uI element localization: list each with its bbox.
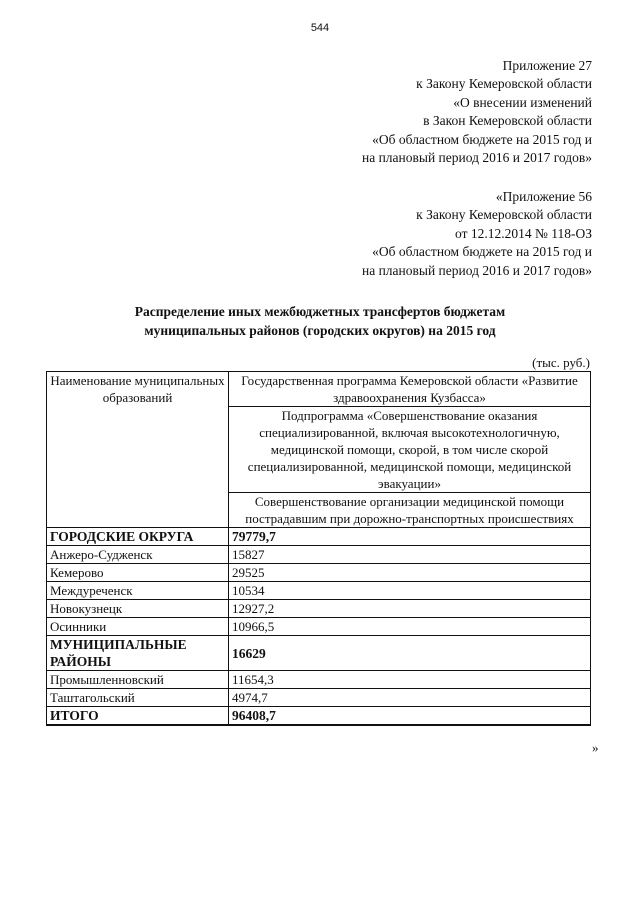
row-value: 16629 [229, 636, 591, 671]
row-value: 10534 [229, 582, 591, 600]
table-row [47, 582, 591, 600]
row-name: ГОРОДСКИЕ ОКРУГА [47, 528, 229, 546]
row-name: Междуреченск [47, 582, 229, 600]
column-header-program: Государственная программа Кемеровской области «Развитие здравоохранения Кузбасса» [229, 372, 591, 407]
row-name: Таштагольский [47, 689, 229, 707]
appendix-27-block [362, 57, 592, 167]
row-name: Промышленновский [47, 671, 229, 689]
title-line-2: муниципальных районов (городских округов) на 2015 год [144, 323, 496, 338]
row-value: 15827 [229, 546, 591, 564]
appendix-line: к Закону Кемеровской области [416, 76, 592, 92]
row-name: Новокузнецк [47, 600, 229, 618]
table-row [47, 618, 591, 636]
column-header-subprogram: Подпрограмма «Совершенствование оказания специализированной, включая высокотехнологичную, медицинской помощи, скорой, в том числе скорой специализированной, медицинской помощи, медицинской эвакуации» [229, 407, 591, 493]
appendix-56-block [362, 188, 592, 280]
row-value: 4974,7 [229, 689, 591, 707]
table-row [47, 600, 591, 618]
table-row-grand-total [47, 707, 591, 726]
appendix-line: к Закону Кемеровской области [416, 207, 592, 223]
table-row-group-total [47, 636, 591, 671]
row-value: 79779,7 [229, 528, 591, 546]
appendix-line: «Об областном бюджете на 2015 год и [372, 131, 592, 147]
row-name: Осинники [47, 618, 229, 636]
row-value: 12927,2 [229, 600, 591, 618]
column-header-municipality: Наименование муниципальных образований [47, 372, 229, 528]
document-title [60, 302, 580, 340]
appendix-line: «Приложение 56 [495, 189, 592, 204]
header-row [47, 372, 591, 407]
row-name: ИТОГО [47, 707, 229, 726]
row-name: Анжеро-Судженск [47, 546, 229, 564]
appendix-line: от 12.12.2014 № 118-ОЗ [455, 225, 592, 241]
unit-label: (тыс. руб.) [532, 355, 590, 370]
row-value: 96408,7 [229, 707, 591, 726]
title-line-1: Распределение иных межбюджетных трансфертов бюджетам [134, 304, 506, 319]
page-number: 544 [310, 22, 330, 34]
appendix-line: в Закон Кемеровской области [423, 113, 592, 129]
row-value: 11654,3 [229, 671, 591, 689]
transfers-table [46, 371, 591, 726]
row-name: МУНИЦИПАЛЬНЫЕ РАЙОНЫ [47, 636, 229, 671]
table-row [47, 689, 591, 707]
row-value: 29525 [229, 564, 591, 582]
appendix-line: «О внесении изменений [453, 94, 592, 110]
column-header-event: Совершенствование организации медицинской помощи пострадавшим при дорожно-транспортных происшествиях [229, 493, 591, 528]
table-row-group-total [47, 528, 591, 546]
row-value: 10966,5 [229, 618, 591, 636]
appendix-line: «Об областном бюджете на 2015 год и [372, 244, 592, 260]
row-name: Кемерово [47, 564, 229, 582]
appendix-line: на плановый период 2016 и 2017 годов» [361, 262, 592, 278]
table-row [47, 564, 591, 582]
table-row [47, 671, 591, 689]
appendix-line: на плановый период 2016 и 2017 годов» [361, 150, 592, 166]
closing-quote: » [592, 740, 599, 755]
appendix-line: Приложение 27 [502, 58, 592, 73]
table-row [47, 546, 591, 564]
